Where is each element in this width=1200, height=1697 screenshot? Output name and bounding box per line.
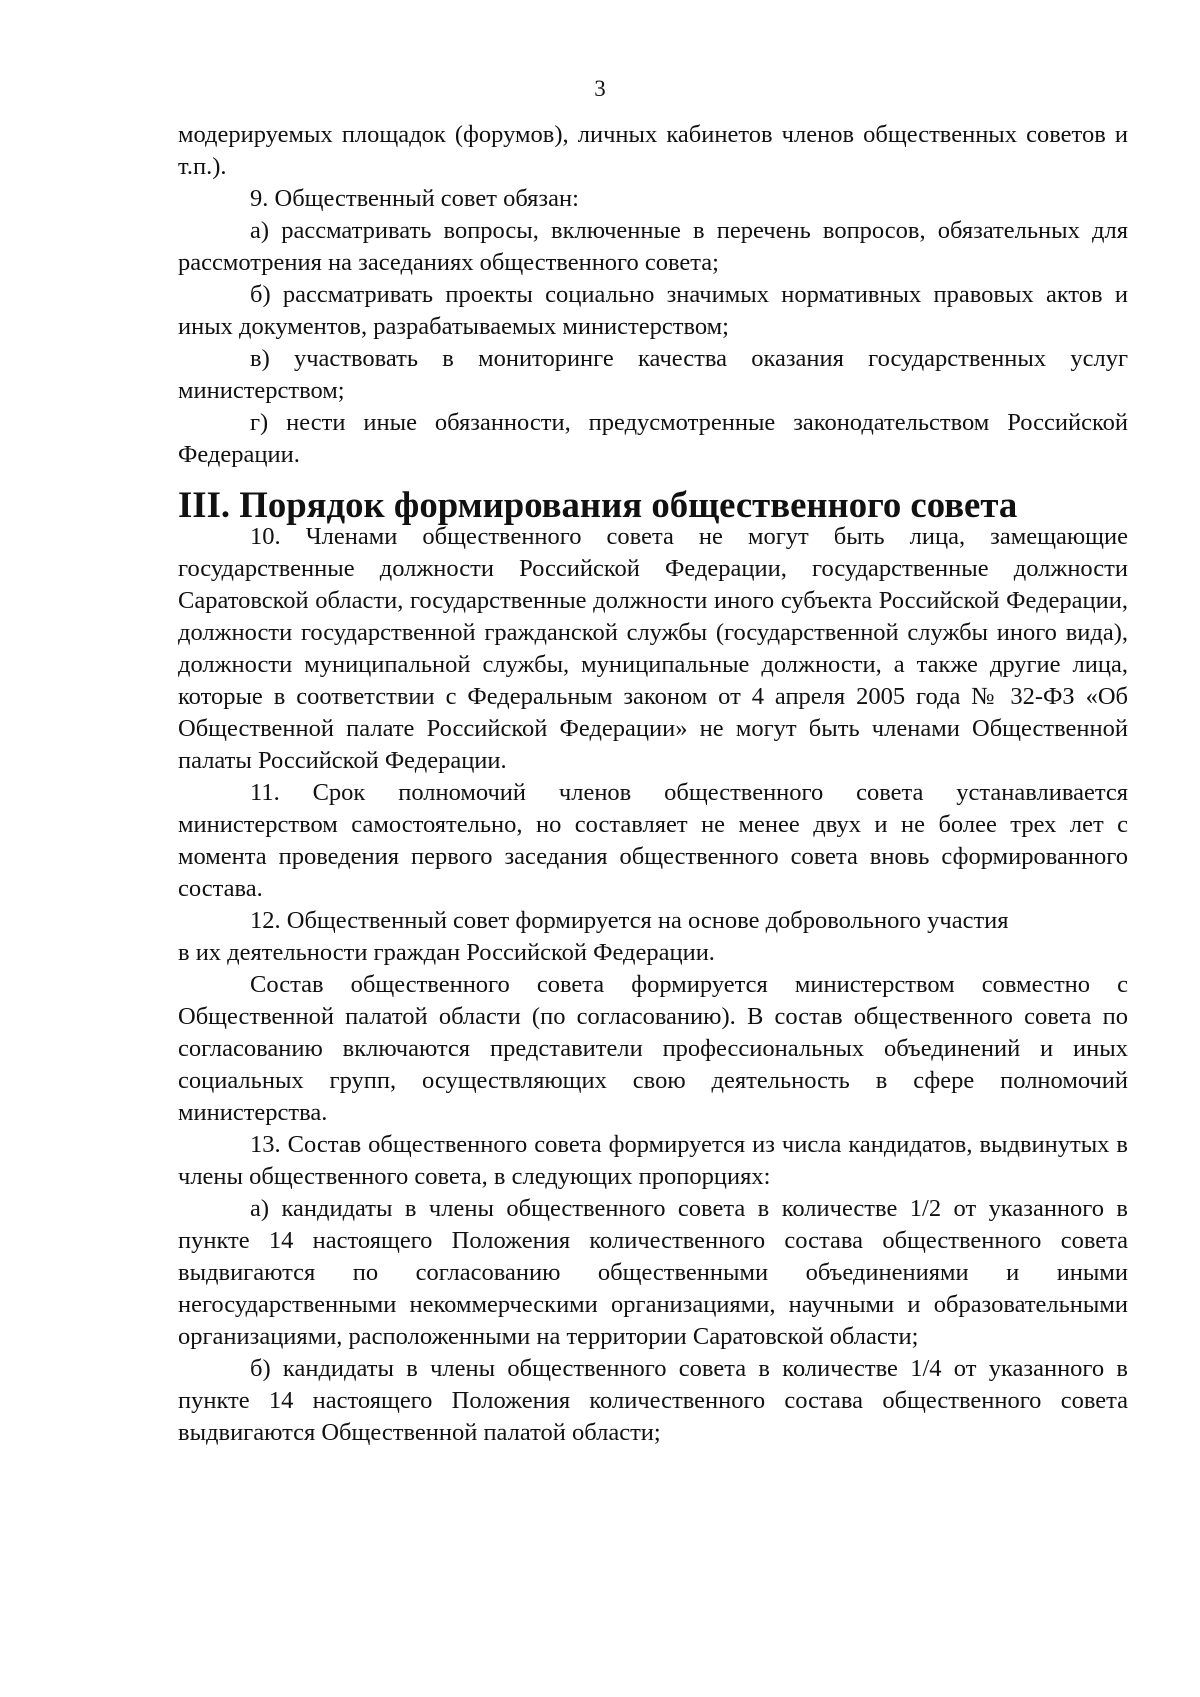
page-number: 3 xyxy=(594,76,606,101)
paragraph: а) рассматривать вопросы, включенные в перечень вопросов, обязательных для рассмотрения на заседаниях общественного совета; xyxy=(178,217,1128,276)
paragraph: 11. Срок полномочий членов общественного совета устанавливается министерством самостоятельно, но составляет не менее двух и не более трех лет с момента проведения первого заседания общественного совета вновь сформированного состава. xyxy=(178,779,1128,902)
document-body xyxy=(178,119,1128,1449)
paragraph: 9. Общественный совет обязан: xyxy=(250,185,579,212)
paragraph: б) рассматривать проекты социально значимых нормативных правовых актов и иных документов, разрабатываемых министерством; xyxy=(178,281,1128,340)
paragraph: 12. Общественный совет формируется на основе добровольного участия xyxy=(250,907,1009,934)
paragraph: 13. Состав общественного совета формируется из числа кандидатов, выдвинутых в члены общественного совета, в следующих пропорциях: xyxy=(178,1131,1128,1190)
paragraph: модерируемых площадок (форумов), личных кабинетов членов общественных советов и т.п.). xyxy=(178,121,1128,180)
paragraph: а) кандидаты в члены общественного совета в количестве 1/2 от указанного в пункте 14 настоящего Положения количественного состава общественного совета выдвигаются по согласованию общественными объединениями и иными негосударственными некоммерческими организациями, научными и образовательными организациями, расположенными на территории Саратовской области; xyxy=(178,1195,1128,1350)
paragraph: г) нести иные обязанности, предусмотренные законодательством Российской Федерации. xyxy=(178,409,1128,468)
paragraph: в) участвовать в мониторинге качества оказания государственных услуг министерством; xyxy=(178,345,1128,404)
paragraph: б) кандидаты в члены общественного совета в количестве 1/4 от указанного в пункте 14 настоящего Положения количественного состава общественного совета выдвигаются Общественной палатой области; xyxy=(178,1355,1128,1446)
section-heading: III. Порядок формирования общественного совета xyxy=(178,484,1018,525)
paragraph: 10. Членами общественного совета не могут быть лица, замещающие государственные должности Российской Федерации, государственные должности Саратовской области, государственные должности иного субъекта Российской Федерации, должности государственной гражданской службы (государственной службы иного вида), должности муниципальной службы, муниципальные должности, а также другие лица, которые в соответствии с Федеральным законом от 4 апреля 2005 года № 32-ФЗ «Об Общественной палате Российской Федерации» не могут быть членами Общественной палаты Российской Федерации. xyxy=(178,523,1128,774)
paragraph: в их деятельности граждан Российской Федерации. xyxy=(178,939,715,966)
paragraph: Состав общественного совета формируется министерством совместно с Общественной палатой области (по согласованию). В состав общественного совета по согласованию включаются представители профессиональных объединений и иных социальных групп, осуществляющих свою деятельность в сфере полномочий министерства. xyxy=(178,971,1128,1126)
